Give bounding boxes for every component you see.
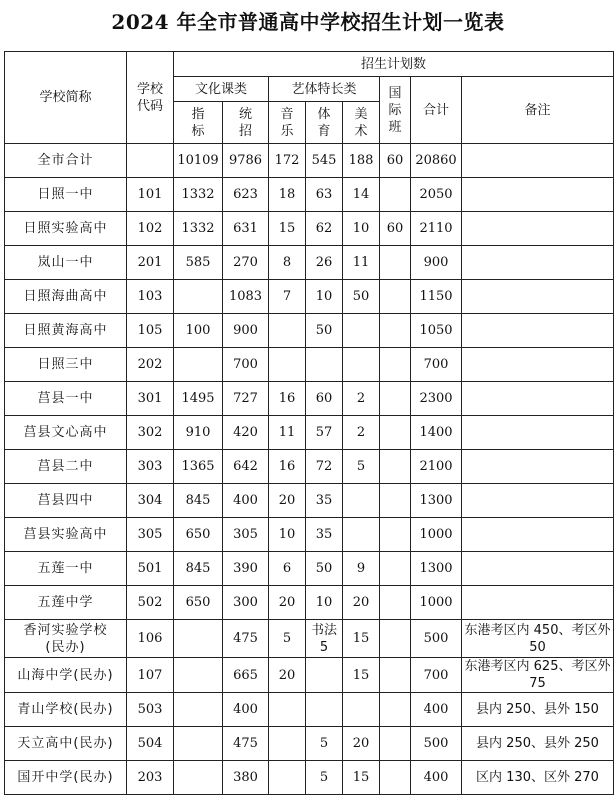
intl-value [380,382,411,416]
enrollment-plan-table [4,51,614,795]
note-value [462,450,614,484]
intl-value [380,761,411,795]
music-value [269,693,306,727]
sports-value: 35 [306,484,343,518]
table-row [5,518,614,552]
fine-arts-value: 14 [343,178,380,212]
sports-value: 50 [306,552,343,586]
quota-value: 650 [174,586,223,620]
intl-value [380,484,411,518]
school-name: 山海中学(民办) [5,658,127,693]
total-value: 400 [411,693,462,727]
unified-value: 420 [223,416,269,450]
note-value: 县内 250、县外 150 [462,693,614,727]
intl-value [380,518,411,552]
fine-arts-value [343,693,380,727]
sports-value: 545 [306,144,343,178]
school-code: 107 [127,658,174,693]
fine-arts-value [343,348,380,382]
intl-value: 60 [380,144,411,178]
total-value: 1300 [411,552,462,586]
intl-value [380,416,411,450]
fine-arts-value: 11 [343,246,380,280]
table-row [5,212,614,246]
page-title: 2024 年全市普通高中学校招生计划一览表 [111,10,505,34]
note-value [462,178,614,212]
table-row [5,586,614,620]
table-row [5,178,614,212]
school-name: 五莲一中 [5,552,127,586]
unified-value: 475 [223,620,269,658]
fine-arts-value: 2 [343,416,380,450]
school-name: 日照三中 [5,348,127,382]
note-value [462,246,614,280]
quota-value: 585 [174,246,223,280]
table-row [5,552,614,586]
school-code [127,144,174,178]
note-value [462,212,614,246]
school-name: 五莲中学 [5,586,127,620]
fine-arts-value: 10 [343,212,380,246]
unified-value: 300 [223,586,269,620]
quota-value [174,693,223,727]
school-name: 香河实验学校 (民办) [5,620,127,658]
note-value [462,280,614,314]
header-code: 学校代码 [127,52,174,144]
header-art: 艺体特长类 [269,77,380,102]
header-plan-total: 招生计划数 [174,52,614,77]
fine-arts-value [343,484,380,518]
intl-value [380,348,411,382]
header-culture: 文化课类 [174,77,269,102]
table-row [5,620,614,658]
total-value: 700 [411,348,462,382]
header-quota: 指标 [174,102,223,144]
music-value [269,348,306,382]
table-row [5,144,614,178]
table-row [5,450,614,484]
school-code: 502 [127,586,174,620]
total-value: 1300 [411,484,462,518]
sports-value: 10 [306,586,343,620]
total-value: 1150 [411,280,462,314]
table-row [5,761,614,795]
table-row [5,727,614,761]
total-value: 400 [411,761,462,795]
school-name: 莒县四中 [5,484,127,518]
music-value [269,761,306,795]
quota-value [174,761,223,795]
unified-value: 475 [223,727,269,761]
total-value: 2050 [411,178,462,212]
school-code: 106 [127,620,174,658]
quota-value: 1365 [174,450,223,484]
quota-value: 10109 [174,144,223,178]
note-value [462,382,614,416]
intl-value [380,693,411,727]
total-value: 2300 [411,382,462,416]
school-name: 岚山一中 [5,246,127,280]
school-name: 天立高中(民办) [5,727,127,761]
note-value [462,416,614,450]
intl-value [380,280,411,314]
quota-value [174,280,223,314]
table-row [5,693,614,727]
quota-value: 845 [174,484,223,518]
quota-value [174,620,223,658]
sports-value [306,658,343,693]
table-row [5,314,614,348]
note-value: 区内 130、区外 270 [462,761,614,795]
unified-value: 9786 [223,144,269,178]
note-value [462,552,614,586]
total-value: 2100 [411,450,462,484]
note-value [462,518,614,552]
unified-value: 400 [223,693,269,727]
school-code: 305 [127,518,174,552]
school-name: 全市合计 [5,144,127,178]
unified-value: 400 [223,484,269,518]
note-value: 县内 250、县外 250 [462,727,614,761]
music-value: 20 [269,484,306,518]
unified-value: 270 [223,246,269,280]
fine-arts-value [343,314,380,348]
quota-value: 910 [174,416,223,450]
school-code: 105 [127,314,174,348]
unified-value: 727 [223,382,269,416]
total-value: 1000 [411,586,462,620]
total-value: 700 [411,658,462,693]
note-value [462,484,614,518]
header-sports: 体育 [306,102,343,144]
music-value: 6 [269,552,306,586]
sports-value: 57 [306,416,343,450]
fine-arts-value: 20 [343,586,380,620]
note-value: 东港考区内 625、考区外 75 [462,658,614,693]
sports-value: 35 [306,518,343,552]
total-value: 500 [411,727,462,761]
school-code: 202 [127,348,174,382]
school-code: 302 [127,416,174,450]
unified-value: 900 [223,314,269,348]
table-row [5,246,614,280]
quota-value: 1332 [174,212,223,246]
table-row [5,280,614,314]
header-fine-arts: 美术 [343,102,380,144]
school-name: 莒县二中 [5,450,127,484]
school-code: 503 [127,693,174,727]
quota-value: 845 [174,552,223,586]
school-name: 日照一中 [5,178,127,212]
sports-value: 5 [306,761,343,795]
intl-value [380,450,411,484]
fine-arts-value [343,518,380,552]
music-value: 11 [269,416,306,450]
sports-value: 63 [306,178,343,212]
sports-value: 72 [306,450,343,484]
school-name: 莒县文心高中 [5,416,127,450]
school-code: 301 [127,382,174,416]
fine-arts-value: 9 [343,552,380,586]
unified-value: 642 [223,450,269,484]
note-value [462,348,614,382]
music-value: 18 [269,178,306,212]
school-code: 303 [127,450,174,484]
school-code: 304 [127,484,174,518]
school-code: 102 [127,212,174,246]
intl-value [380,314,411,348]
quota-value: 1495 [174,382,223,416]
fine-arts-value: 15 [343,658,380,693]
fine-arts-value: 15 [343,761,380,795]
school-name: 国开中学(民办) [5,761,127,795]
sports-value: 50 [306,314,343,348]
total-value: 900 [411,246,462,280]
sports-value: 5 [306,727,343,761]
unified-value: 700 [223,348,269,382]
intl-value [380,246,411,280]
header-music: 音乐 [269,102,306,144]
intl-value [380,586,411,620]
school-name: 日照实验高中 [5,212,127,246]
music-value: 16 [269,450,306,484]
total-value: 1050 [411,314,462,348]
music-value: 15 [269,212,306,246]
unified-value: 380 [223,761,269,795]
music-value [269,314,306,348]
quota-value [174,658,223,693]
school-code: 201 [127,246,174,280]
note-value [462,586,614,620]
quota-value: 650 [174,518,223,552]
sports-value: 10 [306,280,343,314]
sports-value: 26 [306,246,343,280]
note-value [462,314,614,348]
school-code: 101 [127,178,174,212]
sports-value: 60 [306,382,343,416]
school-code: 203 [127,761,174,795]
school-name: 莒县一中 [5,382,127,416]
note-value [462,144,614,178]
total-value: 2110 [411,212,462,246]
header-intl: 国际班 [380,77,411,144]
header-unified: 统招 [223,102,269,144]
music-value: 7 [269,280,306,314]
fine-arts-value: 2 [343,382,380,416]
table-row [5,382,614,416]
total-value: 500 [411,620,462,658]
unified-value: 623 [223,178,269,212]
intl-value: 60 [380,212,411,246]
unified-value: 305 [223,518,269,552]
unified-value: 665 [223,658,269,693]
header-school: 学校简称 [5,52,127,144]
school-name: 莒县实验高中 [5,518,127,552]
school-name: 青山学校(民办) [5,693,127,727]
music-value: 20 [269,586,306,620]
table-row [5,348,614,382]
music-value: 20 [269,658,306,693]
music-value: 8 [269,246,306,280]
fine-arts-value: 50 [343,280,380,314]
table-row [5,416,614,450]
intl-value [380,620,411,658]
note-value: 东港考区内 450、考区外 50 [462,620,614,658]
quota-value [174,348,223,382]
music-value [269,727,306,761]
intl-value [380,178,411,212]
music-value: 10 [269,518,306,552]
quota-value [174,727,223,761]
quota-value: 100 [174,314,223,348]
quota-value: 1332 [174,178,223,212]
unified-value: 1083 [223,280,269,314]
music-value: 16 [269,382,306,416]
music-value: 5 [269,620,306,658]
intl-value [380,727,411,761]
fine-arts-value: 20 [343,727,380,761]
school-name: 日照黄海高中 [5,314,127,348]
table-row [5,484,614,518]
music-value: 172 [269,144,306,178]
total-value: 1400 [411,416,462,450]
header-note: 备注 [462,77,614,144]
sports-value [306,348,343,382]
intl-value [380,658,411,693]
table-row [5,658,614,693]
fine-arts-value: 5 [343,450,380,484]
school-code: 501 [127,552,174,586]
intl-value [380,552,411,586]
total-value: 1000 [411,518,462,552]
unified-value: 390 [223,552,269,586]
unified-value: 631 [223,212,269,246]
header-total: 合计 [411,77,462,144]
total-value: 20860 [411,144,462,178]
school-name: 日照海曲高中 [5,280,127,314]
fine-arts-value: 15 [343,620,380,658]
sports-value: 书法 5 [306,620,343,658]
sports-value: 62 [306,212,343,246]
sports-value [306,693,343,727]
school-code: 504 [127,727,174,761]
fine-arts-value: 188 [343,144,380,178]
school-code: 103 [127,280,174,314]
